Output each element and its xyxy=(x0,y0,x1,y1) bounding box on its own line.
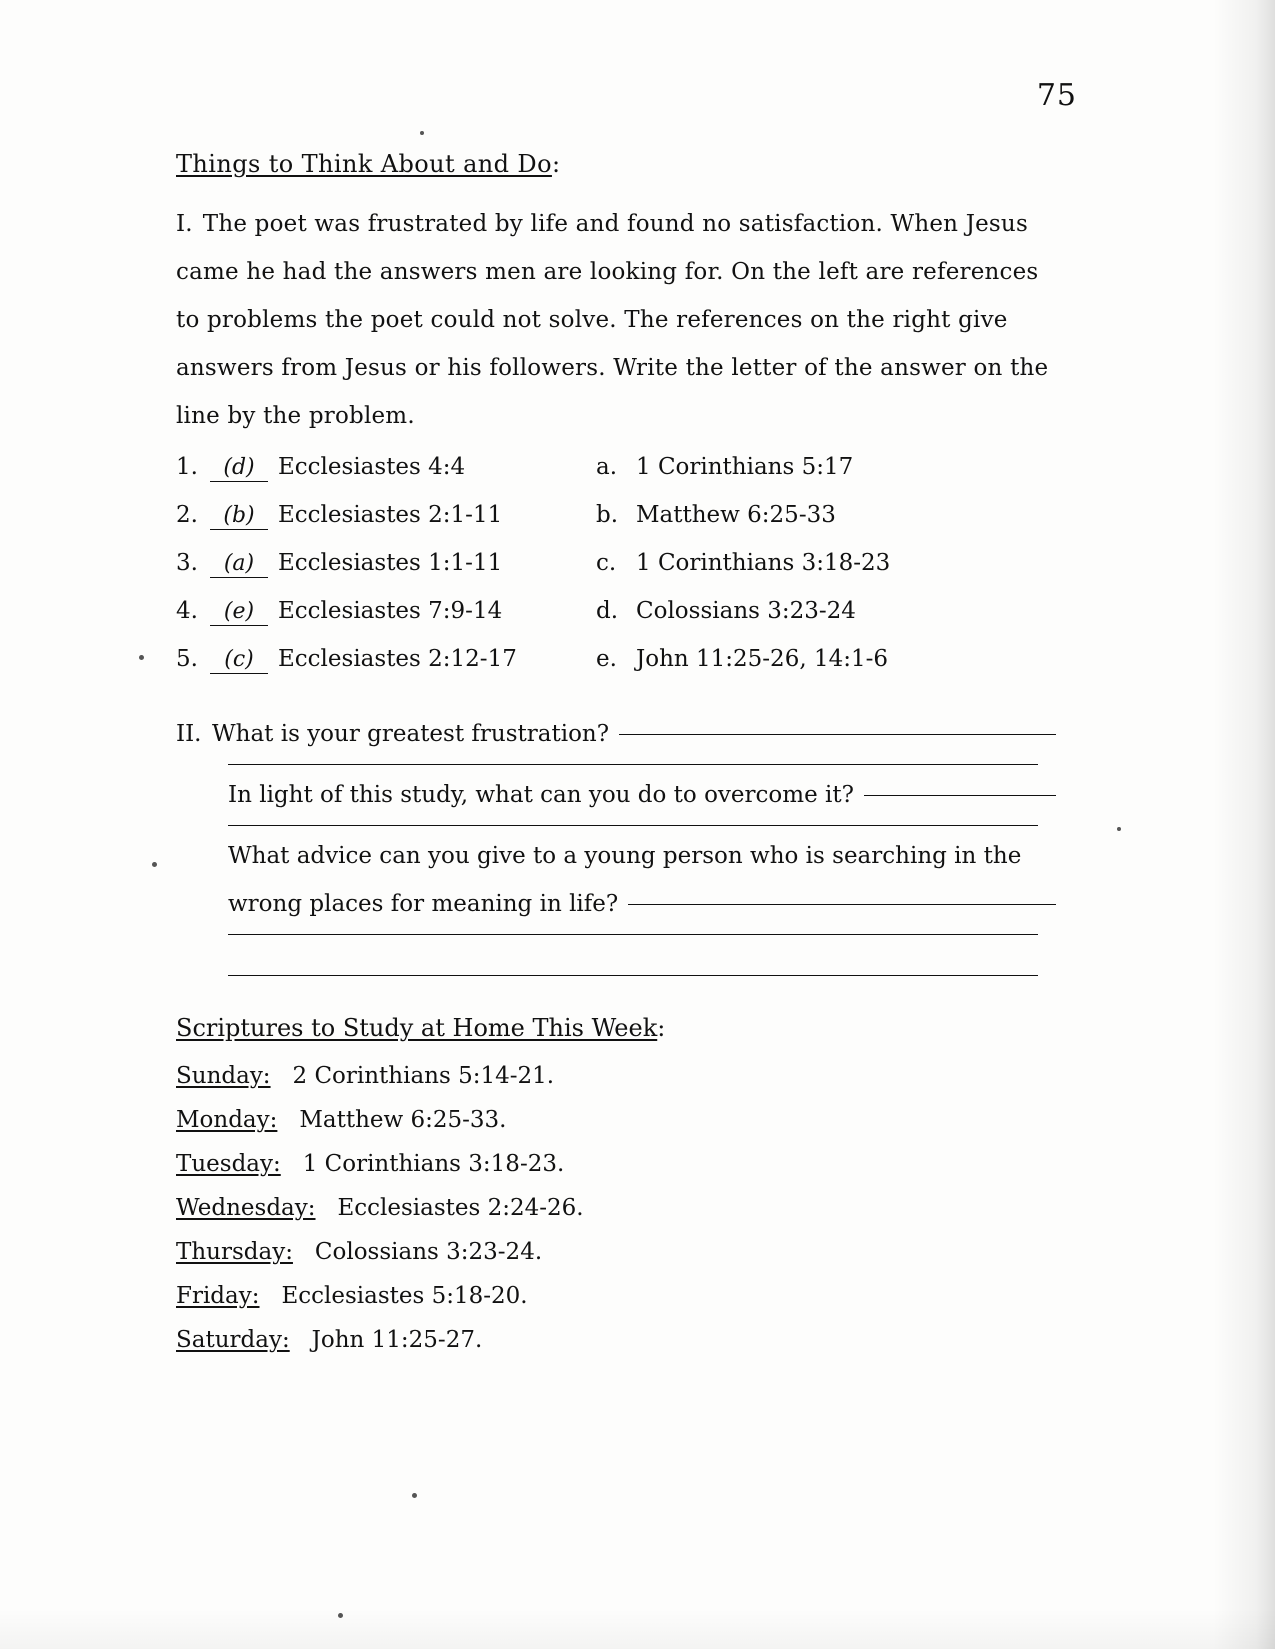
scriptures-heading xyxy=(176,1014,1056,1042)
matching-left-number: 3. xyxy=(176,550,198,576)
section-heading-text: Things to Think About and Do xyxy=(176,150,552,178)
matching-row xyxy=(176,502,1056,550)
scripture-row xyxy=(176,1274,1056,1318)
scripture-row xyxy=(176,1230,1056,1274)
question-three-line-one: What advice can you give to a young person who is searching in the xyxy=(228,843,1022,869)
answer-blank[interactable]: (c) xyxy=(210,647,268,674)
scripture-day: Sunday: xyxy=(176,1063,271,1089)
matching-left-item xyxy=(176,502,596,530)
page-number: 75 xyxy=(1036,78,1077,113)
matching-right-reference: John 11:25-26, 14:1-6 xyxy=(636,646,889,672)
scriptures-heading-colon: : xyxy=(657,1014,666,1042)
question-two xyxy=(228,771,1056,819)
scan-speck xyxy=(338,1613,343,1618)
scripture-day: Thursday: xyxy=(176,1239,293,1265)
matching-row xyxy=(176,454,1056,502)
answer-blank[interactable]: (a) xyxy=(210,551,268,578)
question-one xyxy=(176,710,1056,758)
matching-left-reference: Ecclesiastes 7:9-14 xyxy=(278,598,503,624)
scriptures-section xyxy=(176,1014,1056,1362)
matching-right-item xyxy=(596,550,890,576)
matching-left-number: 5. xyxy=(176,646,198,672)
scripture-day: Saturday: xyxy=(176,1327,290,1353)
question-numeral: II. xyxy=(176,721,202,747)
question-three-line-two: wrong places for meaning in life? xyxy=(228,891,619,917)
matching-row xyxy=(176,598,1056,646)
question-three xyxy=(228,832,1056,928)
instructions-text: The poet was frustrated by life and found no satisfaction. When Jesus came he had the answers men are looking for. On the left are references to problems the poet could not solve. The references on the right give answers from Jesus or his followers. Write the letter of the answer on the line by the problem. xyxy=(176,211,1049,429)
matching-right-reference: 1 Corinthians 3:18-23 xyxy=(636,550,891,576)
matching-left-number: 2. xyxy=(176,502,198,528)
answer-write-line[interactable] xyxy=(864,795,1056,796)
matching-left-reference: Ecclesiastes 2:1-11 xyxy=(278,502,503,528)
answer-write-line[interactable] xyxy=(228,934,1038,935)
scriptures-heading-text: Scriptures to Study at Home This Week xyxy=(176,1014,658,1042)
matching-left-reference: Ecclesiastes 1:1-11 xyxy=(278,550,503,576)
scripture-day: Wednesday: xyxy=(176,1195,316,1221)
scripture-row xyxy=(176,1142,1056,1186)
scan-edge-shadow xyxy=(1213,0,1275,1649)
matching-right-item xyxy=(596,454,853,480)
scan-speck xyxy=(1117,827,1121,831)
question-one-text: What is your greatest frustration? xyxy=(212,721,610,747)
matching-right-letter: d. xyxy=(596,598,619,624)
matching-right-reference: Colossians 3:23-24 xyxy=(636,598,856,624)
section-heading-things-to-think-about xyxy=(176,150,1056,178)
matching-row xyxy=(176,646,1056,694)
matching-left-item xyxy=(176,646,596,674)
answer-blank[interactable]: (d) xyxy=(210,455,268,482)
matching-right-item xyxy=(596,502,836,528)
matching-right-reference: Matthew 6:25-33 xyxy=(636,502,836,528)
matching-right-item xyxy=(596,646,888,672)
scan-edge-shadow-bottom xyxy=(0,1609,1275,1649)
answer-write-line[interactable] xyxy=(228,825,1038,826)
document-body xyxy=(176,150,1056,1362)
scripture-row xyxy=(176,1186,1056,1230)
answer-blank[interactable]: (b) xyxy=(210,503,268,530)
scripture-day: Tuesday: xyxy=(176,1151,281,1177)
matching-right-letter: c. xyxy=(596,550,617,576)
matching-left-number: 1. xyxy=(176,454,198,480)
matching-left-item xyxy=(176,598,596,626)
matching-left-reference: Ecclesiastes 4:4 xyxy=(278,454,466,480)
answer-write-line[interactable] xyxy=(619,734,1056,735)
scan-speck xyxy=(420,131,424,135)
scan-speck xyxy=(152,862,157,867)
scan-speck xyxy=(139,655,144,660)
matching-left-reference: Ecclesiastes 2:12-17 xyxy=(278,646,517,672)
matching-right-letter: b. xyxy=(596,502,619,528)
question-two-text: In light of this study, what can you do to overcome it? xyxy=(228,782,854,808)
section-heading-colon: : xyxy=(551,150,561,178)
answer-write-line[interactable] xyxy=(228,764,1038,765)
scripture-day: Monday: xyxy=(176,1107,278,1133)
scripture-reference: Ecclesiastes 2:24-26. xyxy=(337,1195,584,1221)
matching-right-item xyxy=(596,598,856,624)
scripture-reference: Ecclesiastes 5:18-20. xyxy=(281,1283,528,1309)
matching-left-number: 4. xyxy=(176,598,198,624)
question-three-line-two-row xyxy=(228,880,1056,928)
matching-left-item xyxy=(176,550,596,578)
scripture-reference: John 11:25-27. xyxy=(311,1327,483,1353)
scripture-row xyxy=(176,1054,1056,1098)
scan-speck xyxy=(412,1493,417,1498)
answer-blank[interactable]: (e) xyxy=(210,599,268,626)
scripture-reference: Matthew 6:25-33. xyxy=(299,1107,507,1133)
matching-left-item xyxy=(176,454,596,482)
scripture-reference: 1 Corinthians 3:18-23. xyxy=(302,1151,565,1177)
instructions-numeral: I. xyxy=(176,211,193,237)
scripture-row xyxy=(176,1098,1056,1142)
scripture-row xyxy=(176,1318,1056,1362)
answer-write-line[interactable] xyxy=(228,975,1038,976)
scripture-reference: Colossians 3:23-24. xyxy=(314,1239,543,1265)
matching-right-letter: a. xyxy=(596,454,618,480)
instructions-paragraph xyxy=(176,200,1056,440)
scripture-reference: 2 Corinthians 5:14-21. xyxy=(292,1063,555,1089)
written-questions xyxy=(176,710,1056,976)
matching-right-reference: 1 Corinthians 5:17 xyxy=(636,454,854,480)
matching-row xyxy=(176,550,1056,598)
scripture-day: Friday: xyxy=(176,1283,260,1309)
matching-exercise xyxy=(176,454,1056,694)
matching-right-letter: e. xyxy=(596,646,617,672)
answer-write-line[interactable] xyxy=(628,904,1056,905)
